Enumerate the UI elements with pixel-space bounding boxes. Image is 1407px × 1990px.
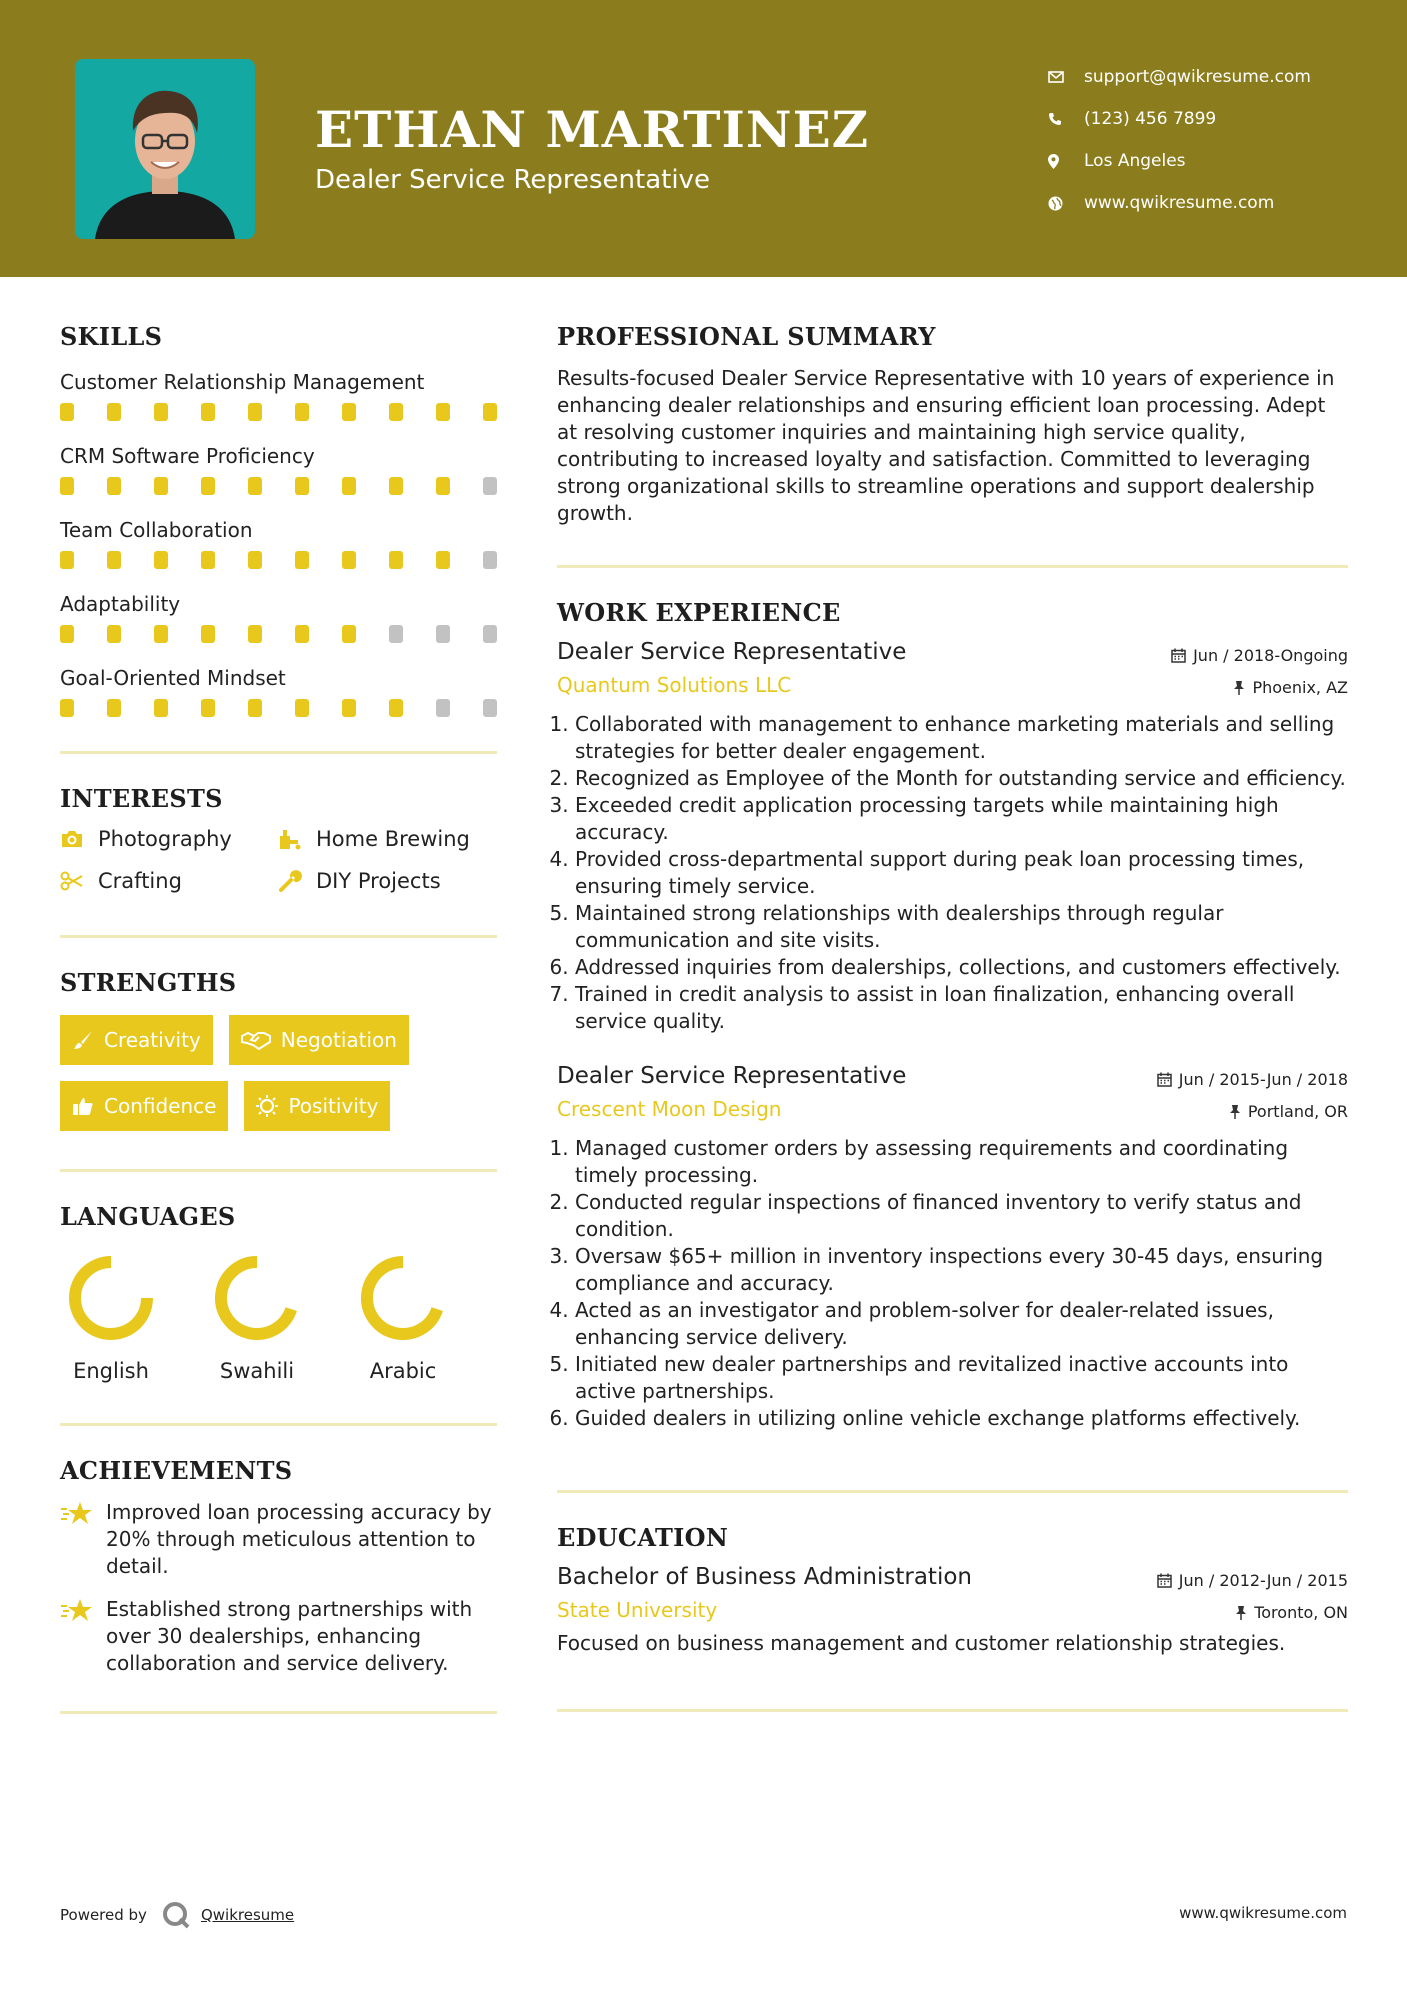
education-entry bbox=[557, 1564, 1348, 1657]
job-bullet: 2. Conducted regular inspections of financed inventory to verify status and condition. bbox=[575, 1189, 1348, 1243]
section-divider bbox=[60, 1169, 497, 1172]
achievement-item bbox=[60, 1499, 497, 1580]
achievements-heading: ACHIEVEMENTS bbox=[60, 1456, 293, 1485]
contact-email[interactable] bbox=[1048, 56, 1311, 98]
globe-icon bbox=[1048, 196, 1084, 211]
skills-heading: SKILLS bbox=[60, 322, 163, 351]
job-bullet: 3. Exceeded credit application processing targets while maintaining high accuracy. bbox=[575, 792, 1348, 846]
contact-phone[interactable] bbox=[1048, 98, 1311, 140]
rating-dot-empty bbox=[436, 699, 450, 717]
calendar-icon bbox=[1157, 1573, 1172, 1588]
candidate-name: ETHAN MARTINEZ bbox=[315, 100, 870, 159]
rating-dot-filled bbox=[483, 403, 497, 421]
summary-heading: PROFESSIONAL SUMMARY bbox=[557, 322, 936, 351]
powered-by-text: Powered by bbox=[60, 1906, 147, 1924]
section-divider bbox=[60, 751, 497, 754]
skill-name: Team Collaboration bbox=[60, 518, 253, 542]
strength-chip bbox=[60, 1081, 228, 1131]
languages-heading: LANGUAGES bbox=[60, 1202, 236, 1231]
rating-dot-filled bbox=[107, 551, 121, 569]
job-dates bbox=[1171, 646, 1348, 665]
languages-list bbox=[60, 1253, 497, 1383]
language-level-arc bbox=[221, 1262, 291, 1334]
job-location-text: Portland, OR bbox=[1247, 1102, 1348, 1121]
interest-label: DIY Projects bbox=[316, 869, 441, 893]
rating-dot-filled bbox=[248, 625, 262, 643]
rating-dot-filled bbox=[201, 699, 215, 717]
language-item bbox=[66, 1253, 156, 1383]
rating-dot-filled bbox=[60, 403, 74, 421]
rating-dot-filled bbox=[342, 477, 356, 495]
rating-dot-filled bbox=[295, 699, 309, 717]
interest-label: Home Brewing bbox=[316, 827, 470, 851]
rating-dot-empty bbox=[483, 699, 497, 717]
job-bullet: 6. Addressed inquiries from dealerships, collections, and customers effectively. bbox=[575, 954, 1348, 981]
education-header bbox=[557, 1564, 1348, 1590]
contact-list bbox=[1048, 56, 1311, 224]
brush-icon bbox=[72, 1030, 94, 1050]
education-dates bbox=[1157, 1571, 1348, 1590]
rating-dot-filled bbox=[436, 403, 450, 421]
job-bullet: 4. Provided cross-departmental support during peak loan processing times, ensuring timely service. bbox=[575, 846, 1348, 900]
job-bullet: 5. Initiated new dealer partnerships and revitalized inactive accounts into active partnerships. bbox=[575, 1351, 1348, 1405]
rating-dot-filled bbox=[295, 625, 309, 643]
rating-dot-filled bbox=[154, 477, 168, 495]
rating-dot-filled bbox=[248, 699, 262, 717]
rating-dot-filled bbox=[295, 551, 309, 569]
rating-dot-filled bbox=[107, 403, 121, 421]
rating-dot-empty bbox=[483, 551, 497, 569]
job-location bbox=[1233, 678, 1348, 697]
handshake-icon bbox=[241, 1030, 271, 1050]
strength-label: Creativity bbox=[104, 1028, 201, 1052]
qwikresume-link[interactable]: Qwikresume bbox=[200, 1906, 295, 1924]
interest-item bbox=[278, 869, 496, 893]
sun-icon bbox=[256, 1095, 278, 1117]
section-divider bbox=[60, 1423, 497, 1426]
achievement-text: Improved loan processing accuracy by 20% through meticulous attention to detail. bbox=[106, 1500, 492, 1578]
job-subheader bbox=[557, 1097, 1348, 1121]
scissors-icon bbox=[60, 871, 98, 891]
pushpin-icon bbox=[1229, 1104, 1241, 1119]
rating-dot-filled bbox=[389, 477, 403, 495]
section-divider bbox=[60, 1711, 497, 1714]
job-company: Quantum Solutions LLC bbox=[557, 673, 792, 697]
job-dates-text: Jun / 2018-Ongoing bbox=[1193, 646, 1348, 665]
rating-dot-filled bbox=[389, 403, 403, 421]
brewing-icon bbox=[278, 828, 316, 850]
language-item bbox=[212, 1253, 302, 1383]
strength-label: Confidence bbox=[104, 1094, 217, 1118]
language-item bbox=[358, 1253, 448, 1383]
job-header bbox=[557, 639, 1348, 665]
experience-heading: WORK EXPERIENCE bbox=[557, 598, 841, 627]
contact-website[interactable] bbox=[1048, 182, 1311, 224]
rating-dot-filled bbox=[342, 551, 356, 569]
rating-dot-filled bbox=[342, 699, 356, 717]
contact-website-text: www.qwikresume.com bbox=[1084, 193, 1275, 213]
rating-dot-filled bbox=[201, 625, 215, 643]
skill-rating bbox=[60, 621, 497, 661]
skill-rating bbox=[60, 399, 497, 439]
pushpin-icon bbox=[1235, 1605, 1247, 1620]
language-level-ring bbox=[66, 1253, 156, 1343]
thumbs-up-icon bbox=[72, 1096, 94, 1116]
footer-website[interactable]: www.qwikresume.com bbox=[1179, 1904, 1347, 1922]
star-icon bbox=[60, 1499, 106, 1580]
language-label: Swahili bbox=[219, 1359, 295, 1383]
rating-dot-filled bbox=[295, 477, 309, 495]
interests-list bbox=[60, 827, 497, 893]
footer-powered-by bbox=[60, 1900, 294, 1930]
job-dates-text: Jun / 2015-Jun / 2018 bbox=[1178, 1070, 1348, 1089]
profile-photo bbox=[75, 59, 255, 239]
skill-name: CRM Software Proficiency bbox=[60, 444, 315, 468]
rating-dot-filled bbox=[389, 699, 403, 717]
skill-name: Goal-Oriented Mindset bbox=[60, 666, 286, 690]
interest-item bbox=[60, 827, 278, 851]
job-bullet: 2. Recognized as Employee of the Month for outstanding service and efficiency. bbox=[575, 765, 1348, 792]
job-entry bbox=[557, 1063, 1348, 1432]
header-banner bbox=[0, 0, 1407, 277]
skill-item bbox=[60, 365, 497, 439]
language-level-ring bbox=[358, 1253, 448, 1343]
rating-dot-filled bbox=[342, 625, 356, 643]
skill-rating bbox=[60, 547, 497, 587]
summary-text: Results-focused Dealer Service Representative with 10 years of experience in enhancing dealer relationships and ensuring efficient loan processing. Adept at resolving customer inquiries and maintaining high service quality, contributing to increased loyalty and satisfaction. Committed to leveraging strong organizational skills to streamline operations and support dealership growth. bbox=[557, 366, 1335, 525]
education-text: Focused on business management and customer relationship strategies. bbox=[557, 1631, 1286, 1655]
section-divider bbox=[557, 1490, 1348, 1493]
skill-name: Customer Relationship Management bbox=[60, 370, 425, 394]
map-pin-icon bbox=[1048, 154, 1084, 169]
rating-dot-filled bbox=[436, 477, 450, 495]
job-header bbox=[557, 1063, 1348, 1089]
strength-label: Negotiation bbox=[280, 1028, 397, 1052]
interest-label: Photography bbox=[98, 827, 232, 851]
rating-dot-filled bbox=[201, 551, 215, 569]
skills-list bbox=[60, 365, 497, 735]
job-bullet: 3. Oversaw $65+ million in inventory inspections every 30-45 days, ensuring compliance and accuracy. bbox=[575, 1243, 1348, 1297]
rating-dot-filled bbox=[154, 403, 168, 421]
rating-dot-filled bbox=[436, 551, 450, 569]
job-bullet: 7. Trained in credit analysis to assist in loan finalization, enhancing overall service quality. bbox=[575, 981, 1348, 1035]
rating-dot-filled bbox=[60, 625, 74, 643]
job-bullet: 4. Acted as an investigator and problem-solver for dealer-related issues, enhancing service delivery. bbox=[575, 1297, 1348, 1351]
strength-chip bbox=[244, 1081, 390, 1131]
skill-name: Adaptability bbox=[60, 592, 181, 616]
skill-item bbox=[60, 661, 497, 735]
job-bullets bbox=[557, 1135, 1348, 1432]
education-location-text: Toronto, ON bbox=[1254, 1603, 1348, 1622]
rating-dot-filled bbox=[60, 477, 74, 495]
education-location bbox=[1235, 1603, 1348, 1622]
rating-dot-empty bbox=[389, 625, 403, 643]
job-bullet: 6. Guided dealers in utilizing online vehicle exchange platforms effectively. bbox=[575, 1405, 1348, 1432]
section-divider bbox=[557, 1709, 1348, 1712]
skill-rating bbox=[60, 473, 497, 513]
skill-rating bbox=[60, 695, 497, 735]
skill-item bbox=[60, 513, 497, 587]
rating-dot-filled bbox=[201, 477, 215, 495]
contact-location bbox=[1048, 140, 1311, 182]
achievement-item bbox=[60, 1596, 497, 1677]
rating-dot-filled bbox=[154, 625, 168, 643]
wrench-icon bbox=[278, 870, 316, 892]
rating-dot-filled bbox=[201, 403, 215, 421]
section-divider bbox=[60, 935, 497, 938]
job-dates bbox=[1157, 1070, 1348, 1089]
left-column bbox=[60, 322, 497, 1714]
right-column bbox=[557, 322, 1348, 1712]
section-divider bbox=[557, 565, 1348, 568]
interests-heading: INTERESTS bbox=[60, 784, 223, 813]
candidate-title: Dealer Service Representative bbox=[315, 165, 710, 195]
rating-dot-filled bbox=[342, 403, 356, 421]
rating-dot-filled bbox=[248, 403, 262, 421]
star-icon bbox=[60, 1596, 106, 1677]
qwikresume-logo-icon bbox=[161, 1900, 191, 1930]
pushpin-icon bbox=[1233, 680, 1245, 695]
language-level-arc bbox=[75, 1262, 147, 1334]
calendar-icon bbox=[1171, 648, 1186, 663]
contact-email-text: support@qwikresume.com bbox=[1084, 67, 1311, 87]
achievement-text: Established strong partnerships with over 30 dealerships, enhancing collaboration and service delivery. bbox=[106, 1597, 473, 1675]
interest-item bbox=[278, 827, 496, 851]
rating-dot-empty bbox=[483, 625, 497, 643]
contact-phone-text: (123) 456 7899 bbox=[1084, 109, 1217, 129]
job-title: Dealer Service Representative bbox=[557, 1063, 907, 1089]
rating-dot-filled bbox=[154, 699, 168, 717]
rating-dot-filled bbox=[295, 403, 309, 421]
strengths-list bbox=[60, 1015, 497, 1131]
envelope-icon bbox=[1048, 71, 1084, 83]
strength-label: Positivity bbox=[288, 1094, 379, 1118]
job-company: Crescent Moon Design bbox=[557, 1097, 782, 1121]
interest-item bbox=[60, 869, 278, 893]
phone-icon bbox=[1048, 112, 1084, 126]
language-label: English bbox=[73, 1359, 149, 1383]
education-subheader bbox=[557, 1598, 1348, 1622]
skill-item bbox=[60, 587, 497, 661]
rating-dot-filled bbox=[107, 477, 121, 495]
job-subheader bbox=[557, 673, 1348, 697]
education-dates-text: Jun / 2012-Jun / 2015 bbox=[1178, 1571, 1348, 1590]
rating-dot-filled bbox=[107, 699, 121, 717]
rating-dot-filled bbox=[389, 551, 403, 569]
contact-location-text: Los Angeles bbox=[1084, 151, 1186, 171]
strength-chip bbox=[229, 1015, 409, 1065]
job-bullet: 1. Managed customer orders by assessing requirements and coordinating timely processing. bbox=[575, 1135, 1348, 1189]
rating-dot-filled bbox=[248, 551, 262, 569]
skill-item bbox=[60, 439, 497, 513]
language-level-ring bbox=[212, 1253, 302, 1343]
interest-label: Crafting bbox=[98, 869, 182, 893]
rating-dot-filled bbox=[154, 551, 168, 569]
education-degree: Bachelor of Business Administration bbox=[557, 1564, 972, 1590]
education-heading: EDUCATION bbox=[557, 1523, 729, 1552]
education-school: State University bbox=[557, 1598, 718, 1622]
strength-chip bbox=[60, 1015, 213, 1065]
job-bullets bbox=[557, 711, 1348, 1035]
job-bullet: 1. Collaborated with management to enhance marketing materials and selling strategies for better dealer engagement. bbox=[575, 711, 1348, 765]
strengths-heading: STRENGTHS bbox=[60, 968, 237, 997]
rating-dot-filled bbox=[248, 477, 262, 495]
calendar-icon bbox=[1157, 1072, 1172, 1087]
language-label: Arabic bbox=[369, 1359, 437, 1383]
rating-dot-empty bbox=[436, 625, 450, 643]
job-location bbox=[1229, 1102, 1348, 1121]
rating-dot-filled bbox=[60, 551, 74, 569]
job-title: Dealer Service Representative bbox=[557, 639, 907, 665]
rating-dot-filled bbox=[107, 625, 121, 643]
job-location-text: Phoenix, AZ bbox=[1252, 678, 1348, 697]
rating-dot-empty bbox=[483, 477, 497, 495]
job-entry bbox=[557, 639, 1348, 1035]
job-bullet: 5. Maintained strong relationships with dealerships through regular communication and site visits. bbox=[575, 900, 1348, 954]
rating-dot-filled bbox=[60, 699, 74, 717]
language-level-arc bbox=[367, 1262, 437, 1334]
camera-icon bbox=[60, 829, 98, 849]
